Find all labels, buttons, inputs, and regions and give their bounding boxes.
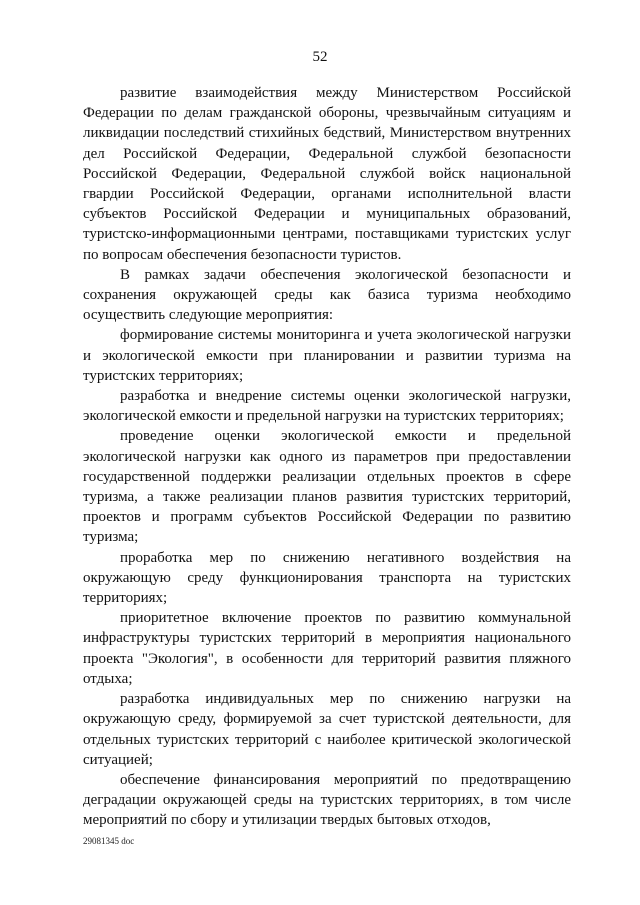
page-number: 52 [312,49,328,65]
document-body [83,83,571,831]
paragraph: формирование системы мониторинга и учета экологической нагрузки и экологической емкости при планировании и развитии туризма на туристских территориях; [83,327,571,384]
paragraph: развитие взаимодействия между Министерством Российской Федерации по делам гражданской обороны, чрезвычайным ситуациям и ликвидации последствий стихийных бедствий, Министерством внутренних дел Российской Федерации, Федеральной службой безопасности Российской Федерации, Федеральной службой войск национальной гвардии Российской Федерации, органами исполнительной власти субъектов Российской Федерации и муниципальных образований, туристско-информационными центрами, поставщиками туристских услуг по вопросам обеспечения безопасности туристов. [83,85,571,263]
paragraph: проработка мер по снижению негативного воздействия на окружающую среду функционирования транспорта на туристских территориях; [83,549,571,607]
document-footer-id: 29081345 doc [83,836,135,846]
paragraph: приоритетное включение проектов по развитию коммунальной инфраструктуры туристских территорий в мероприятия национального проекта "Экология", в особенности для территорий развития пляжного отдыха; [83,610,571,687]
paragraph: проведение оценки экологической емкости и предельной экологической нагрузки как одного из параметров при предоставлении государственной поддержки реализации отдельных проектов в сфере туризма, а также реализации планов развития туристских территорий, проектов и программ субъектов Российской Федерации по развитию туризма; [83,428,571,546]
paragraph: разработка и внедрение системы оценки экологической нагрузки, экологической емкости и предельной нагрузки на туристских территориях; [83,388,571,425]
paragraph: В рамках задачи обеспечения экологической безопасности и сохранения окружающей среды как базиса туризма необходимо осуществить следующие мероприятия: [83,266,571,324]
paragraph: обеспечение финансирования мероприятий по предотвращению деградации окружающей среды на туристских территориях, в том числе мероприятий по сбору и утилизации твердых бытовых отходов, [83,771,571,829]
paragraph: разработка индивидуальных мер по снижению нагрузки на окружающую среду, формируемой за счет туристской деятельности, для отдельных туристских территорий с наиболее критической экологической ситуацией; [83,691,571,768]
